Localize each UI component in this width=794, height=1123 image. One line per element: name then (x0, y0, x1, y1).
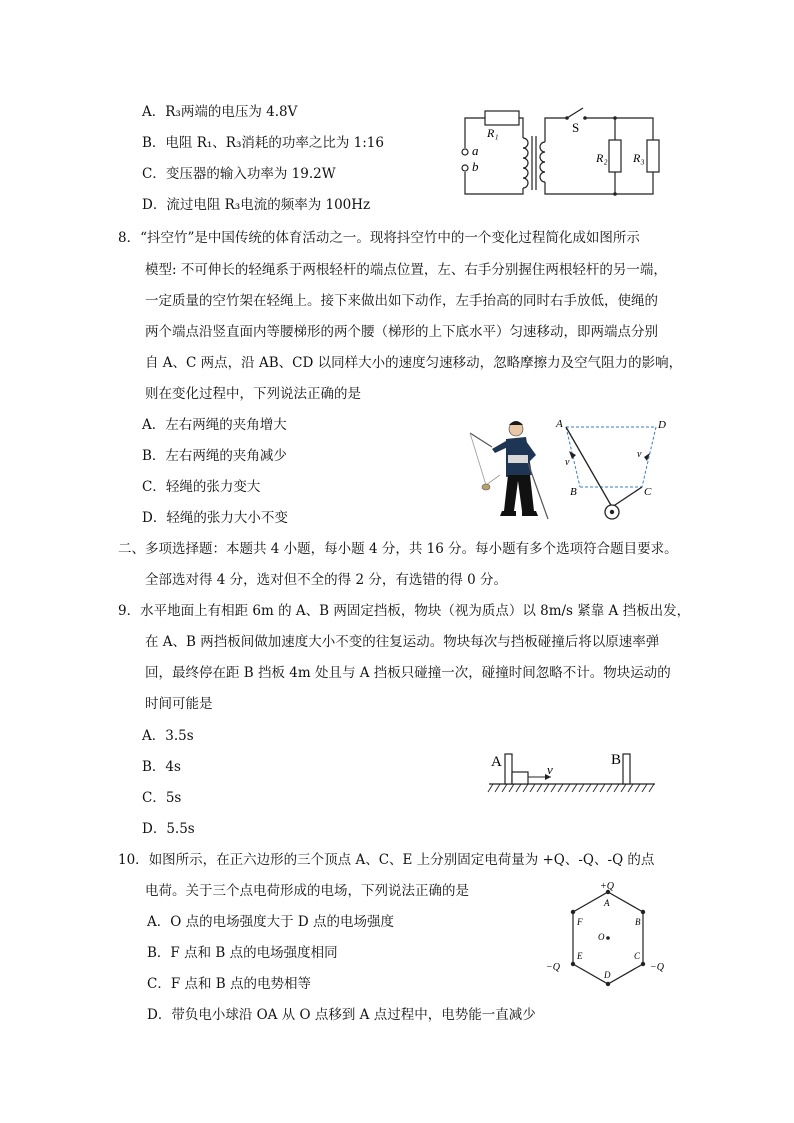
vertex-f-label: F (577, 917, 583, 927)
baffle-b-label: B (611, 752, 622, 768)
point-c-label: C (644, 486, 652, 498)
q8-option-a: A．左右两绳的夹角增大 (142, 417, 287, 433)
q8-line-2: 模型: 不可伸长的轻绳系于两根轻杆的端点位置，左、右手分别握住两根轻杆的另一端， (145, 262, 667, 278)
q10-line-2: 电荷。关于三个点电荷形成的电场，下列说法正确的是 (145, 883, 469, 899)
terminal-a-label: a (472, 143, 479, 158)
point-a-label: A (556, 418, 563, 430)
switch-label: S (572, 120, 580, 135)
charge-minus-q-e-label: −Q (546, 962, 560, 973)
q8-line-6: 则在变化过程中，下列说法正确的是 (145, 386, 361, 402)
hexagon-charges-figure (540, 878, 675, 996)
q9-option-c: C．5s (142, 790, 182, 806)
q9-line-4: 时间可能是 (145, 696, 213, 712)
terminal-b-label: b (472, 159, 479, 174)
r1-label: R₁ (487, 126, 499, 140)
q9-line-3: 回，最终停在距 B 挡板 4m 处且与 A 挡板只碰撞一次，碰撞时间忽略不计。物块运动的 (145, 665, 671, 681)
trapezoid-rope-model (552, 415, 672, 525)
velocity-left-label: v (565, 457, 570, 468)
q8-option-c: C．轻绳的张力变大 (142, 479, 261, 495)
q10-option-d: D．带负电小球沿 OA 从 O 点移到 A 点过程中，电势能一直减少 (147, 1007, 536, 1023)
vertex-e-label: E (577, 951, 583, 961)
baffle-b (623, 754, 630, 784)
section-2-instructions: 全部选对得 4 分，选对但不全的得 2 分，有选错的得 0 分。 (145, 572, 508, 588)
r3-label: R₃ (633, 151, 645, 165)
vertex-c-label: C (634, 951, 641, 961)
resistor-r3 (647, 140, 659, 172)
charge-minus-q-c-label: −Q (650, 962, 664, 973)
q8-line-3: 一定质量的空竹架在轻绳上。接下来做出如下动作，左手抬高的同时右手放低，使绳的 (145, 293, 658, 309)
vertex-b-label: B (635, 917, 641, 927)
q9-line-1: 9．水平地面上有相距 6m 的 A、B 两固定挡板，物块（视为质点）以 8m/s 紧靠 A 挡板出发， (118, 603, 691, 619)
ground-hatching (488, 784, 654, 792)
r2-label: R₂ (596, 151, 608, 165)
q8-option-b: B．左右两绳的夹角减少 (142, 448, 287, 464)
q10-line-1: 10．如图所示，在正六边形的三个顶点 A、C、E 上分别固定电荷量为 +Q、-Q、-Q 的点 (118, 852, 655, 868)
charge-plus-q-label: +Q (600, 881, 614, 892)
vertex-a-label: A (604, 898, 610, 908)
block (512, 772, 528, 784)
q7-option-d: D．流过电阻 R₃电流的频率为 100Hz (142, 197, 371, 213)
q9-option-d: D．5.5s (142, 821, 195, 837)
q7-option-a: A．R₃两端的电压为 4.8V (142, 104, 298, 120)
primary-coil (523, 138, 528, 188)
baffle-a (505, 754, 512, 784)
point-d-label: D (658, 419, 666, 431)
q8-option-d: D．轻绳的张力大小不变 (142, 510, 288, 526)
diabolo-player-illustration (462, 415, 552, 527)
velocity-right-label: v (637, 449, 642, 460)
resistor-r2 (609, 140, 621, 172)
secondary-coil (540, 142, 545, 182)
q7-option-c: C．变压器的输入功率为 19.2W (142, 166, 336, 182)
q9-option-b: B．4s (142, 759, 181, 775)
q8-line-4: 两个端点沿竖直面内等腰梯形的两个腰（梯形的上下底水平）匀速移动，即两端点分别 (145, 324, 658, 340)
point-b-label: B (570, 486, 577, 498)
q8-line-5: 自 A、C 两点，沿 AB、CD 以同样大小的速度匀速移动，忽略摩擦力及空气阻力的影响， (145, 355, 683, 371)
section-2-heading: 二、多项选择题：本题共 4 小题，每小题 4 分，共 16 分。每小题有多个选项符合题目要求。 (118, 541, 678, 557)
q8-line-1: 8．“抖空竹”是中国传统的体育活动之一。现将抖空竹中的一个变化过程简化成如图所示 (118, 230, 640, 246)
q10-option-a: A．O 点的电场强度大于 D 点的电场强度 (147, 914, 395, 930)
velocity-label: v (547, 762, 553, 777)
transformer-circuit-figure (455, 100, 670, 200)
baffles-figure (485, 748, 660, 798)
switch-s (567, 108, 583, 118)
q9-option-a: A．3.5s (142, 728, 194, 744)
q10-option-b: B．F 点和 B 点的电场强度相同 (147, 945, 338, 961)
center-o-label: O (598, 932, 605, 942)
vertex-d-label: D (604, 970, 611, 980)
baffle-a-label: A (491, 754, 502, 770)
q9-line-2: 在 A、B 两挡板间做加速度大小不变的往复运动。物块每次与挡板碰撞后将以原速率弹 (145, 634, 660, 650)
resistor-r1 (485, 111, 519, 125)
q7-option-b: B．电阻 R₁、R₃消耗的功率之比为 1:16 (142, 135, 384, 151)
q10-option-c: C．F 点和 B 点的电势相等 (147, 976, 312, 992)
